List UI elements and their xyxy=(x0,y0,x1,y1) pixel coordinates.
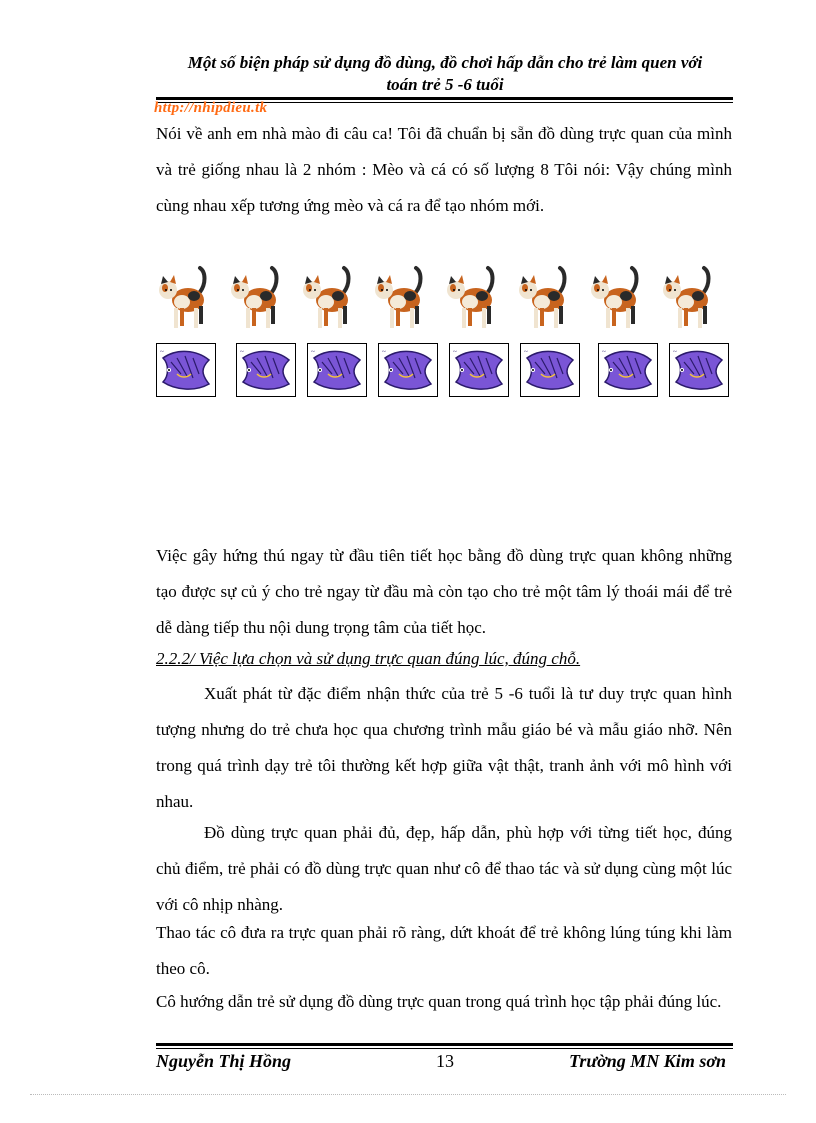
svg-text:~: ~ xyxy=(382,348,386,356)
cat-image xyxy=(300,262,356,332)
svg-text:~: ~ xyxy=(160,348,164,356)
footer-author: Nguyễn Thị Hồng xyxy=(156,1051,292,1071)
fish-card xyxy=(598,343,658,397)
svg-text:~: ~ xyxy=(453,348,457,356)
page-bottom-dotted-line xyxy=(30,1094,786,1095)
fish-card xyxy=(669,343,729,397)
cat-image xyxy=(588,262,644,332)
cat-image xyxy=(372,262,428,332)
svg-text:~: ~ xyxy=(602,348,606,356)
cat-image xyxy=(156,262,212,332)
svg-text:~: ~ xyxy=(524,348,528,356)
footer-school: Trường MN Kim sơn xyxy=(569,1051,726,1071)
svg-text:~: ~ xyxy=(240,348,244,356)
section-heading: 2.2.2/ Việc lựa chọn và sử dụng trực quan đúng lúc, đúng chỗ. xyxy=(156,649,581,668)
site-link[interactable]: http://nhipdieu.tk xyxy=(154,100,268,116)
paragraph-demonstration: Thao tác cô đưa ra trực quan phải rõ ràng, dứt khoát để trẻ không lúng túng khi làm theo cô. xyxy=(156,923,732,978)
fish-image xyxy=(379,344,437,396)
fish-image xyxy=(450,344,508,396)
cat-image xyxy=(444,262,500,332)
fish-image xyxy=(521,344,579,396)
footer-rule-thin xyxy=(156,1048,733,1049)
cat-image xyxy=(516,262,572,332)
paragraph-materials: Đồ dùng trực quan phải đủ, đẹp, hấp dẫn, phù hợp với từng tiết học, đúng chủ điểm, trẻ phải có đồ dùng trực quan như cô để thao tác và sử dụng cùng một lúc với cô nhịp nhàng. xyxy=(156,823,732,914)
fish-image xyxy=(237,344,295,396)
fish-card xyxy=(449,343,509,397)
header-title-line-1: Một số biện pháp sử dụng đồ dùng, đồ chơi hấp dẫn cho trẻ làm quen với xyxy=(187,53,703,72)
cat-image xyxy=(228,262,284,332)
document-header-title xyxy=(150,52,740,96)
header-title-line-2: toán trẻ 5 -6 tuổi xyxy=(386,75,504,94)
fish-image xyxy=(308,344,366,396)
fish-image xyxy=(157,344,215,396)
fish-card xyxy=(236,343,296,397)
fish-card xyxy=(307,343,367,397)
fish-card xyxy=(156,343,216,397)
fish-image xyxy=(599,344,657,396)
paragraph-guidance: Cô hướng dẫn trẻ sử dụng đồ dùng trực quan trong quá trình học tập phải đúng lúc. xyxy=(156,992,722,1011)
footer-rule-thick xyxy=(156,1043,733,1046)
svg-text:~: ~ xyxy=(311,348,315,356)
cat-image xyxy=(660,262,716,332)
paragraph-motivation: Việc gây hứng thú ngay từ đầu tiên tiết học bằng đồ dùng trực quan không những tạo được sự củ ý cho trẻ ngay từ đầu mà còn tạo cho trẻ một tâm lý thoái mái để trẻ dễ dàng tiếp thu nội dung trọng tâm của tiết học. xyxy=(156,546,732,637)
paragraph-intro: Nói về anh em nhà mào đi câu ca! Tôi đã chuẩn bị sẵn đồ dùng trực quan của mình và trẻ giống nhau là 2 nhóm : Mèo và cá có số lượng 8 Tôi nói: Vậy chúng mình cùng nhau xếp tương ứng mèo và cá ra để tạo nhóm mới. xyxy=(156,124,732,215)
svg-text:~: ~ xyxy=(673,348,677,356)
fish-image xyxy=(670,344,728,396)
fish-card xyxy=(378,343,438,397)
fish-card xyxy=(520,343,580,397)
footer-page-number: 13 xyxy=(436,1051,454,1071)
paragraph-cognition: Xuất phát từ đặc điểm nhận thức của trẻ 5 -6 tuổi là tư duy trực quan hình tượng nhưng do trẻ chưa học qua chương trình mẫu giáo bé và mẫu giáo nhỡ. Nên trong quá trình dạy trẻ tôi thường kết hợp giữa vật thật, tranh ảnh với mô hình với nhau. xyxy=(156,684,732,811)
